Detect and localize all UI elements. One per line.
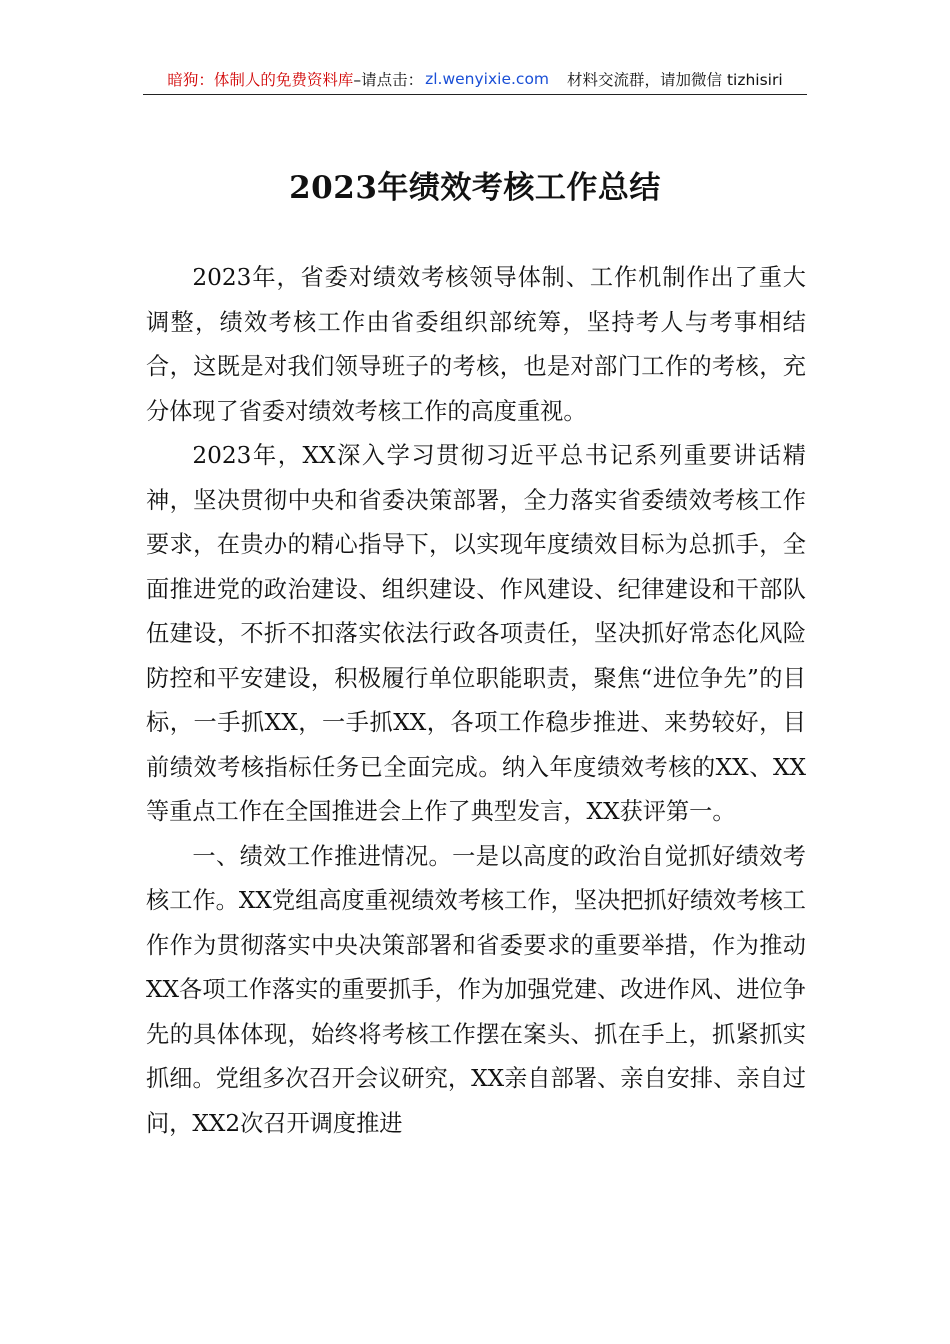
- header-wechat-note: 材料交流群，请加微信 tizhisiri: [567, 71, 783, 89]
- document-title: 2023年绩效考核工作总结: [289, 170, 661, 206]
- paragraph: 2023年，省委对绩效考核领导体制、工作机制作出了重大调整，绩效考核工作由省委组织部统筹，坚持考人与考事相结合，这既是对我们领导班子的考核，也是对部门工作的考核，充分体现了省委对绩效考核工作的高度重视。: [146, 264, 806, 425]
- header-brand: 暗狗：体制人的免费资料库: [167, 71, 354, 89]
- paragraph: 一、绩效工作推进情况。一是以高度的政治自觉抓好绩效考核工作。XX党组高度重视绩效考核工作，坚决把抓好绩效考核工作作为贯彻落实中央决策部署和省委要求的重要举措，作为推动XX各项工作落实的重要抓手，作为加强党建、改进作风、进位争先的具体体现，始终将考核工作摆在案头、抓在手上，抓紧抓实抓细。党组多次召开会议研究，XX亲自部署、亲自安排、亲自过问，XX2次召开调度推进: [146, 842, 806, 1137]
- page-header: [143, 64, 807, 95]
- header-click-label: –请点击：: [353, 71, 424, 89]
- paragraph: 2023年，XX深入学习贯彻习近平总书记系列重要讲话精神，坚决贯彻中央和省委决策部署，全力落实省委绩效考核工作要求，在贵办的精心指导下，以实现年度绩效目标为总抓手，全面推进党的政治建设、组织建设、作风建设、纪律建设和干部队伍建设，不折不扣落实依法行政各项责任，坚决抓好常态化风险防控和平安建设，积极履行单位职能职责，聚焦“进位争先”的目标，一手抓XX，一手抓XX，各项工作稳步推进、来势较好，目前绩效考核指标任务已全面完成。纳入年度绩效考核的XX、XX等重点工作在全国推进会上作了典型发言，XX获评第一。: [146, 442, 806, 825]
- document-body: [146, 256, 806, 1146]
- header-url-link[interactable]: zl.wenyixie.com: [425, 70, 550, 88]
